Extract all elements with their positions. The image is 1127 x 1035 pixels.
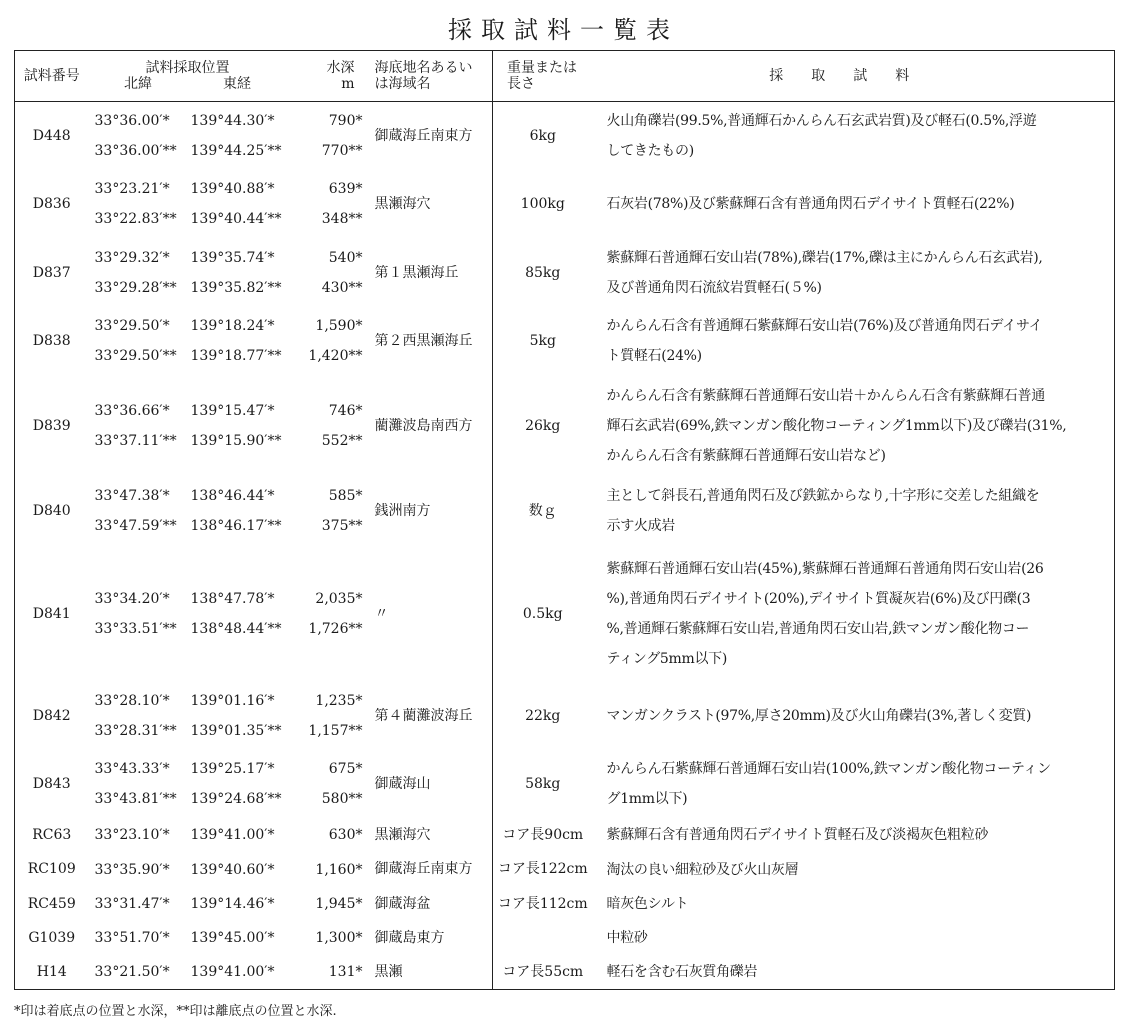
sample-id: D843: [32, 776, 71, 793]
longitude-cell: [187, 375, 287, 477]
location-name: 御蔵海丘南東方: [374, 861, 473, 878]
longitude-cell: [187, 921, 287, 955]
depth-cell: [287, 170, 369, 238]
depth-value: 2,035*: [315, 590, 363, 607]
sample-id: D842: [32, 707, 71, 724]
latitude-value: 33°23.10′*: [94, 827, 170, 844]
location-name: 御蔵島東方: [374, 929, 445, 946]
weight-or-length: コア長122cm: [493, 852, 593, 886]
longitude-value: 139°45.00′*: [190, 929, 275, 946]
latitude-value: 33°29.50′**: [94, 347, 177, 364]
location-name: 銭洲南方: [374, 503, 431, 520]
sample-description: [593, 852, 1115, 886]
longitude-value: 139°41.00′*: [190, 963, 275, 980]
latitude-value: 33°51.70′*: [94, 929, 170, 946]
description-line: かんらん石含有紫蘇輝石普通輝石安山岩＋かんらん石含有紫蘇輝石普通: [606, 388, 1045, 405]
description-line: 主として斜長石,普通角閃石及び鉄鉱からなり,十字形に交差した組織を: [606, 488, 1040, 505]
description-line: 紫蘇輝石普通輝石安山岩(78%),礫岩(17%,礫は主にかんらん石玄武岩),: [606, 249, 1043, 266]
header-depth: [287, 51, 369, 102]
table-row: [15, 102, 1115, 171]
longitude-value: 138°46.17′**: [190, 518, 282, 535]
table-row: [15, 375, 1115, 477]
longitude-cell: [187, 239, 287, 307]
longitude-value: 139°18.24′*: [190, 317, 275, 334]
weight-or-length: コア長90cm: [493, 818, 593, 852]
longitude-value: 139°01.16′*: [190, 693, 275, 710]
location-name: 御蔵海山: [374, 776, 431, 793]
weight-or-length: 6kg: [493, 102, 593, 171]
header-lat: 北緯: [124, 76, 152, 92]
sample-description: [593, 750, 1115, 818]
longitude-cell: [187, 955, 287, 990]
sample-description: [593, 477, 1115, 545]
sample-description: [593, 170, 1115, 238]
latitude-cell: [89, 955, 187, 990]
sample-description: [593, 682, 1115, 750]
description-line: 暗灰色シルト: [606, 895, 689, 912]
description-line: %),普通角閃石デイサイト(20%),デイサイト質凝灰岩(6%)及び円礫(3: [606, 590, 1031, 607]
header-depth-label: 水深: [326, 59, 355, 76]
header-lon: 東経: [223, 76, 251, 92]
longitude-value: 139°41.00′*: [190, 827, 275, 844]
description-line: かんらん石含有紫蘇輝石普通輝石安山岩など): [606, 448, 886, 465]
sample-description: [593, 818, 1115, 852]
depth-value: 131*: [328, 963, 363, 980]
latitude-value: 33°29.32′*: [94, 249, 170, 266]
latitude-cell: [89, 818, 187, 852]
depth-value: 1,420**: [308, 347, 363, 364]
longitude-value: 139°40.88′*: [190, 181, 275, 198]
longitude-cell: [187, 545, 287, 681]
weight-or-length: 22kg: [493, 682, 593, 750]
depth-cell: [287, 887, 369, 921]
header-location-line2: は海域名: [374, 76, 431, 92]
weight-or-length: 58kg: [493, 750, 593, 818]
depth-cell: [287, 307, 369, 375]
latitude-cell: [89, 102, 187, 171]
location-name: 黒瀬海穴: [374, 827, 431, 844]
description-line: 淘汰の良い細粒砂及び火山灰層: [606, 861, 799, 878]
description-line: 輝石玄武岩(69%,鉄マンガン酸化物コーティング1mm以下)及び礫岩(31%,: [606, 418, 1067, 435]
description-line: 火山角礫岩(99.5%,普通輝石かんらん石玄武岩質)及び軽石(0.5%,浮遊: [606, 113, 1037, 130]
depth-value: 585*: [328, 488, 363, 505]
header-samples: 採取試料: [593, 51, 1115, 102]
header-row: [15, 51, 1115, 102]
longitude-cell: [187, 102, 287, 171]
footnote: *印は着底点の位置と水深，**印は離底点の位置と水深.: [14, 1004, 337, 1019]
longitude-cell: [187, 682, 287, 750]
depth-value: 675*: [328, 761, 363, 778]
weight-or-length: コア長55cm: [493, 955, 593, 990]
table-row: [15, 887, 1115, 921]
depth-cell: [287, 818, 369, 852]
latitude-value: 33°23.21′*: [94, 181, 170, 198]
depth-value: 1,157**: [308, 723, 363, 740]
depth-value: 1,945*: [315, 895, 363, 912]
depth-value: 790*: [328, 113, 363, 130]
depth-cell: [287, 682, 369, 750]
header-depth-unit: m: [341, 76, 355, 92]
longitude-cell: [187, 852, 287, 886]
longitude-value: 139°25.17′*: [190, 761, 275, 778]
depth-cell: [287, 955, 369, 990]
header-weight: [493, 51, 593, 102]
description-line: 及び普通角閃石流紋岩質軽石(５%): [606, 279, 822, 296]
sample-description: [593, 307, 1115, 375]
latitude-value: 33°36.00′**: [94, 143, 177, 160]
sample-description: [593, 955, 1115, 990]
longitude-value: 139°44.30′*: [190, 113, 275, 130]
sample-id: RC63: [32, 827, 72, 844]
latitude-cell: [89, 545, 187, 681]
depth-value: 1,300*: [315, 929, 363, 946]
location-name: 御蔵海丘南東方: [374, 128, 473, 145]
latitude-value: 33°31.47′*: [94, 895, 170, 912]
longitude-value: 139°40.44′**: [190, 211, 282, 228]
weight-or-length: 100kg: [493, 170, 593, 238]
header-location-line1: 海底地名あるい: [374, 59, 473, 76]
description-line: してきたもの): [606, 143, 694, 160]
longitude-value: 139°15.47′*: [190, 403, 275, 420]
sample-id: D448: [32, 128, 71, 145]
depth-value: 1,235*: [315, 693, 363, 710]
longitude-value: 138°48.44′**: [190, 620, 282, 637]
location-name: 御蔵海盆: [374, 895, 431, 912]
description-line: ト質軽石(24%): [606, 347, 702, 364]
sample-description: [593, 545, 1115, 681]
latitude-value: 33°47.59′**: [94, 518, 177, 535]
depth-value: 430**: [321, 279, 363, 296]
longitude-cell: [187, 477, 287, 545]
longitude-cell: [187, 887, 287, 921]
table-row: [15, 682, 1115, 750]
latitude-value: 33°28.10′*: [94, 693, 170, 710]
description-line: 紫蘇輝石普通輝石安山岩(45%),紫蘇輝石普通輝石普通角閃石安山岩(26: [606, 560, 1044, 577]
latitude-cell: [89, 921, 187, 955]
sample-id: D841: [32, 605, 71, 622]
description-line: かんらん石含有普通輝石紫蘇輝石安山岩(76%)及び普通角閃石デイサイ: [606, 317, 1043, 334]
table-row: [15, 955, 1115, 990]
description-line: 軽石を含む石灰質角礫岩: [606, 963, 758, 980]
depth-value: 1,726**: [308, 620, 363, 637]
longitude-value: 139°44.25′**: [190, 143, 282, 160]
latitude-value: 33°47.38′*: [94, 488, 170, 505]
location-name: 第１黒瀬海丘: [374, 264, 459, 281]
description-line: %,普通輝石紫蘇輝石安山岩,普通角閃石安山岩,鉄マンガン酸化物コー: [606, 620, 1030, 637]
latitude-value: 33°29.28′**: [94, 279, 177, 296]
longitude-value: 139°01.35′**: [190, 723, 282, 740]
description-line: 示す火成岩: [606, 518, 675, 535]
longitude-value: 139°35.82′**: [190, 279, 282, 296]
longitude-cell: [187, 750, 287, 818]
sample-id: D838: [32, 332, 71, 349]
weight-or-length: コア長112cm: [493, 887, 593, 921]
page-title: 採取試料一覧表: [448, 16, 679, 44]
longitude-value: 139°18.77′**: [190, 347, 282, 364]
weight-or-length: 26kg: [493, 375, 593, 477]
latitude-cell: [89, 477, 187, 545]
longitude-cell: [187, 170, 287, 238]
description-line: マンガンクラスト(97%,厚さ20mm)及び火山角礫岩(3%,著しく変質): [606, 708, 1032, 725]
location-name: 黒瀬海穴: [374, 196, 431, 213]
longitude-cell: [187, 307, 287, 375]
latitude-cell: [89, 887, 187, 921]
depth-value: 1,590*: [315, 317, 363, 334]
sample-id: RC109: [27, 861, 76, 878]
location-name: 第２西黒瀬海丘: [374, 332, 473, 349]
weight-or-length: 5kg: [493, 307, 593, 375]
longitude-value: 139°14.46′*: [190, 895, 275, 912]
depth-value: 639*: [328, 181, 363, 198]
sample-description: [593, 375, 1115, 477]
latitude-cell: [89, 375, 187, 477]
longitude-value: 139°40.60′*: [190, 861, 275, 878]
table-row: [15, 545, 1115, 681]
depth-value: 375**: [321, 518, 363, 535]
sample-description: [593, 887, 1115, 921]
description-line: 紫蘇輝石含有普通角閃石デイサイト質軽石及び淡褐灰色粗粒砂: [606, 827, 989, 844]
depth-cell: [287, 750, 369, 818]
sample-id: G1039: [28, 929, 76, 946]
table-row: [15, 239, 1115, 307]
depth-cell: [287, 921, 369, 955]
latitude-value: 33°21.50′*: [94, 963, 170, 980]
latitude-value: 33°43.33′*: [94, 761, 170, 778]
table-row: [15, 921, 1115, 955]
depth-value: 770**: [321, 143, 363, 160]
weight-or-length: [493, 921, 593, 955]
sample-description: [593, 102, 1115, 171]
depth-value: 1,160*: [315, 861, 363, 878]
depth-value: 348**: [321, 211, 363, 228]
latitude-cell: [89, 682, 187, 750]
latitude-value: 33°43.81′**: [94, 791, 177, 808]
depth-cell: [287, 239, 369, 307]
table-row: [15, 852, 1115, 886]
table-row: [15, 750, 1115, 818]
sample-id: D840: [32, 503, 71, 520]
weight-or-length: 0.5kg: [493, 545, 593, 681]
latitude-cell: [89, 852, 187, 886]
latitude-value: 33°37.11′**: [94, 433, 177, 450]
location-name: 〃: [374, 605, 389, 622]
latitude-cell: [89, 750, 187, 818]
latitude-value: 33°34.20′*: [94, 590, 170, 607]
depth-value: 540*: [328, 249, 363, 266]
depth-value: 552**: [321, 433, 363, 450]
table-row: [15, 170, 1115, 238]
depth-cell: [287, 102, 369, 171]
location-name: 藺灘波島南西方: [374, 418, 473, 435]
header-weight-line1: 重量または: [507, 59, 577, 76]
description-line: 石灰岩(78%)及び紫蘇輝石含有普通角閃石デイサイト質軽石(22%): [606, 196, 1015, 213]
weight-or-length: 85kg: [493, 239, 593, 307]
weight-or-length: 数ｇ: [493, 477, 593, 545]
depth-cell: [287, 852, 369, 886]
header-weight-line2: 長さ: [507, 76, 535, 92]
location-name: 第４藺灘波海丘: [374, 707, 473, 724]
longitude-value: 138°47.78′*: [190, 590, 275, 607]
latitude-value: 33°33.51′**: [94, 620, 177, 637]
sample-id: RC459: [27, 895, 76, 912]
sample-description: [593, 921, 1115, 955]
latitude-value: 33°36.00′*: [94, 113, 170, 130]
latitude-value: 33°29.50′*: [94, 317, 170, 334]
longitude-value: 139°35.74′*: [190, 249, 275, 266]
depth-value: 746*: [328, 403, 363, 420]
table-row: [15, 307, 1115, 375]
header-position: [89, 51, 287, 102]
header-sample-no: 試料番号: [15, 51, 89, 102]
longitude-value: 139°24.68′**: [190, 791, 282, 808]
header-position-label: 試料採取位置: [145, 59, 230, 76]
description-line: 中粒砂: [606, 929, 648, 946]
latitude-cell: [89, 239, 187, 307]
table-row: [15, 477, 1115, 545]
latitude-cell: [89, 307, 187, 375]
description-line: グ1mm以下): [606, 791, 688, 808]
depth-cell: [287, 545, 369, 681]
sample-table: [14, 50, 1115, 990]
depth-cell: [287, 477, 369, 545]
latitude-value: 33°28.31′**: [94, 723, 177, 740]
depth-value: 630*: [328, 827, 363, 844]
sample-id: H14: [36, 963, 67, 980]
description-line: ティング5mm以下): [606, 650, 728, 667]
longitude-value: 138°46.44′*: [190, 488, 275, 505]
sample-id: D839: [32, 418, 71, 435]
depth-cell: [287, 375, 369, 477]
location-name: 黒瀬: [374, 963, 403, 980]
table-row: [15, 818, 1115, 852]
longitude-value: 139°15.90′**: [190, 433, 282, 450]
latitude-value: 33°35.90′*: [94, 861, 170, 878]
longitude-cell: [187, 818, 287, 852]
description-line: かんらん石紫蘇輝石普通輝石安山岩(100%,鉄マンガン酸化物コーティン: [606, 761, 1051, 778]
latitude-value: 33°22.83′**: [94, 211, 177, 228]
latitude-value: 33°36.66′*: [94, 403, 170, 420]
sample-description: [593, 239, 1115, 307]
sample-id: D836: [32, 196, 71, 213]
depth-value: 580**: [321, 791, 363, 808]
sample-id: D837: [32, 264, 71, 281]
header-location: [369, 51, 493, 102]
latitude-cell: [89, 170, 187, 238]
